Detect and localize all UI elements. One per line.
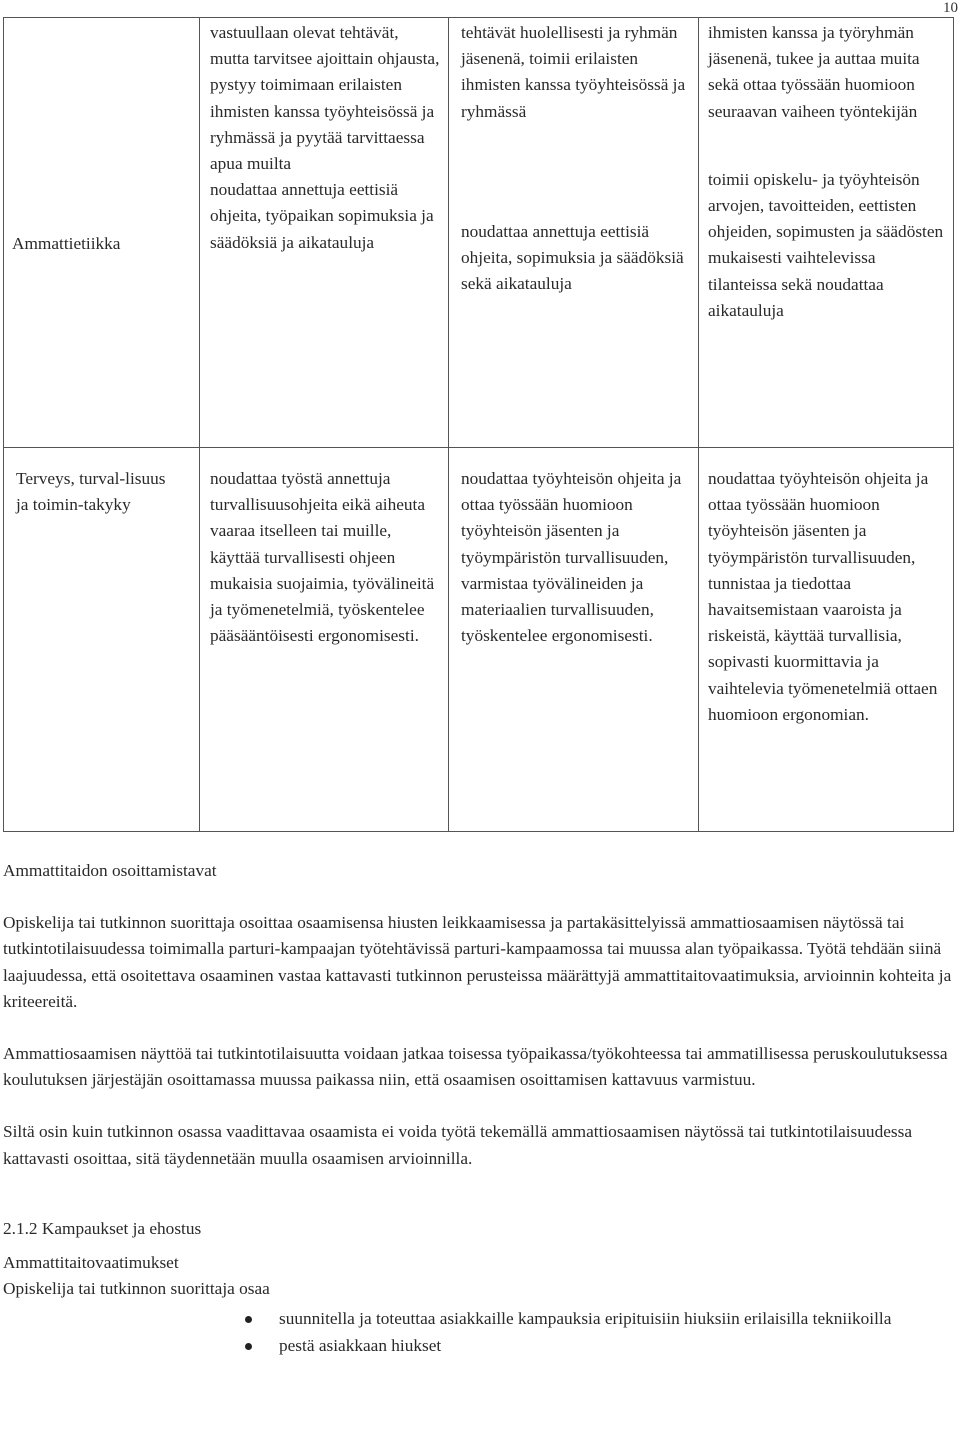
cell-text: noudattaa työyhteisön ohjeita ja ottaa työssään huomioon työyhteisön jäsenten ja työympäristön turvallisuuden, varmistaa työvälineiden ja materiaalien turvallisuuden, työskentelee ergonomisesti.: [461, 469, 682, 646]
list-item-text: suunnitella ja toteuttaa asiakkaille kampauksia eripituisiin hiuksiin erilaisilla tekniikoilla: [279, 1309, 892, 1329]
criterion-cell-excellent: [699, 18, 954, 448]
criterion-label-cell: [4, 18, 200, 448]
cell-text: noudattaa annettuja eettisiä ohjeita, työpaikan sopimuksia ja säädöksiä ja aikatauluja: [210, 180, 434, 252]
assessment-criteria-table: [3, 17, 954, 832]
cell-text: noudattaa annettuja eettisiä ohjeita, sopimuksia ja säädöksiä sekä aikatauluja: [461, 221, 684, 294]
criterion-cell-excellent: [699, 448, 954, 832]
cell-text: noudattaa työstä annettuja turvallisuusohjeita eikä aiheuta vaaraa itselleen tai muille, käyttää turvallisesti ohjeen mukaisia suojaimia, työvälineitä ja työmenetelmiä, työskentelee pääsääntöisesti ergonomisesti.: [210, 469, 435, 646]
list-item: [3, 1333, 958, 1359]
table-row: [4, 18, 954, 448]
criterion-cell-satisfactory: [200, 18, 449, 448]
requirements-list: [3, 1306, 958, 1358]
table-row: [4, 448, 954, 832]
cell-text: vastuullaan olevat tehtävät, mutta tarvitsee ajoittain ohjausta, pystyy toimimaan erilaisten ihmisten kanssa työyhteisössä ja ryhmässä ja pyytää tarvittaessa apua muilta: [210, 23, 440, 174]
requirements-intro: Opiskelija tai tutkinnon suorittaja osaa: [3, 1279, 270, 1299]
page-number: 10: [943, 0, 958, 16]
criterion-cell-good: [449, 448, 699, 832]
subsection-title: 2.1.2 Kampaukset ja ehostus: [3, 1218, 202, 1238]
list-item: [3, 1306, 958, 1332]
paragraph: Ammattiosaamisen näyttöä tai tutkintotilaisuutta voidaan jatkaa toisessa työpaikassa/työkohteessa tai ammatillisessa peruskoulutuksessa koulutuksen järjestäjän osoittamassa muussa paikassa niin, että osaamisen osoittamisen kattavuus varmistuu.: [3, 1044, 948, 1090]
bullet-icon: [245, 1343, 252, 1350]
criterion-label: Ammattietiikka: [12, 234, 121, 253]
criterion-label: Terveys, turval-lisuus ja toimin-takyky: [16, 469, 166, 515]
list-item-text: pestä asiakkaan hiukset: [279, 1335, 442, 1355]
criterion-label-cell: [4, 448, 200, 832]
cell-text: noudattaa työyhteisön ohjeita ja ottaa työssään huomioon työyhteisön jäsenten ja työympäristön turvallisuuden, tunnistaa ja tiedottaa havaitsemistaan vaaroista ja riskeistä, käyttää turvallisia, sopivasti kuormittavia ja vaihtelevia työmenetelmiä ottaen huomioon ergonomian.: [708, 469, 938, 724]
paragraph: Opiskelija tai tutkinnon suorittaja osoittaa osaamisensa hiusten leikkaamisessa ja partakäsittelyissä ammattiosaamisen näytössä tai tutkintotilaisuudessa toimimalla parturi-kampaajan työtehtävissä parturi-kampaamossa tai muussa alan työpaikassa. Työtä tehdään siinä laajuudessa, että osoitettava osaaminen vastaa kattavasti tutkinnon perusteissa määrättyjä ammattitaitovaatimuksia, arvioinnin kohteita ja kriteereitä.: [3, 913, 952, 1011]
criterion-cell-good: [449, 18, 699, 448]
criterion-cell-satisfactory: [200, 448, 449, 832]
paragraph: Siltä osin kuin tutkinnon osassa vaadittavaa osaamista ei voida työtä tekemällä ammattiosaamisen näytössä tai tutkintotilaisuudessa kattavasti osoittaa, sitä täydennetään muulla osaamisen arvioinnilla.: [3, 1122, 912, 1168]
cell-text: ihmisten kanssa ja työryhmän jäsenenä, tukee ja auttaa muita sekä ottaa työssään huomioon seuraavan vaiheen työntekijän: [708, 23, 920, 121]
bullet-icon: [245, 1316, 252, 1323]
cell-text: tehtävät huolellisesti ja ryhmän jäsenenä, toimii erilaisten ihmisten kanssa työyhteisössä ja ryhmässä: [461, 23, 686, 121]
section-heading: Ammattitaidon osoittamistavat: [3, 861, 217, 880]
cell-text: toimii opiskelu- ja työyhteisön arvojen, tavoitteiden, eettisten ohjeiden, sopimusten ja säädösten mukaisesti vaihtelevissa tilanteissa sekä noudattaa aikatauluja: [708, 169, 944, 320]
requirements-heading: Ammattitaitovaatimukset: [3, 1253, 179, 1273]
demonstration-section: [3, 858, 958, 1359]
